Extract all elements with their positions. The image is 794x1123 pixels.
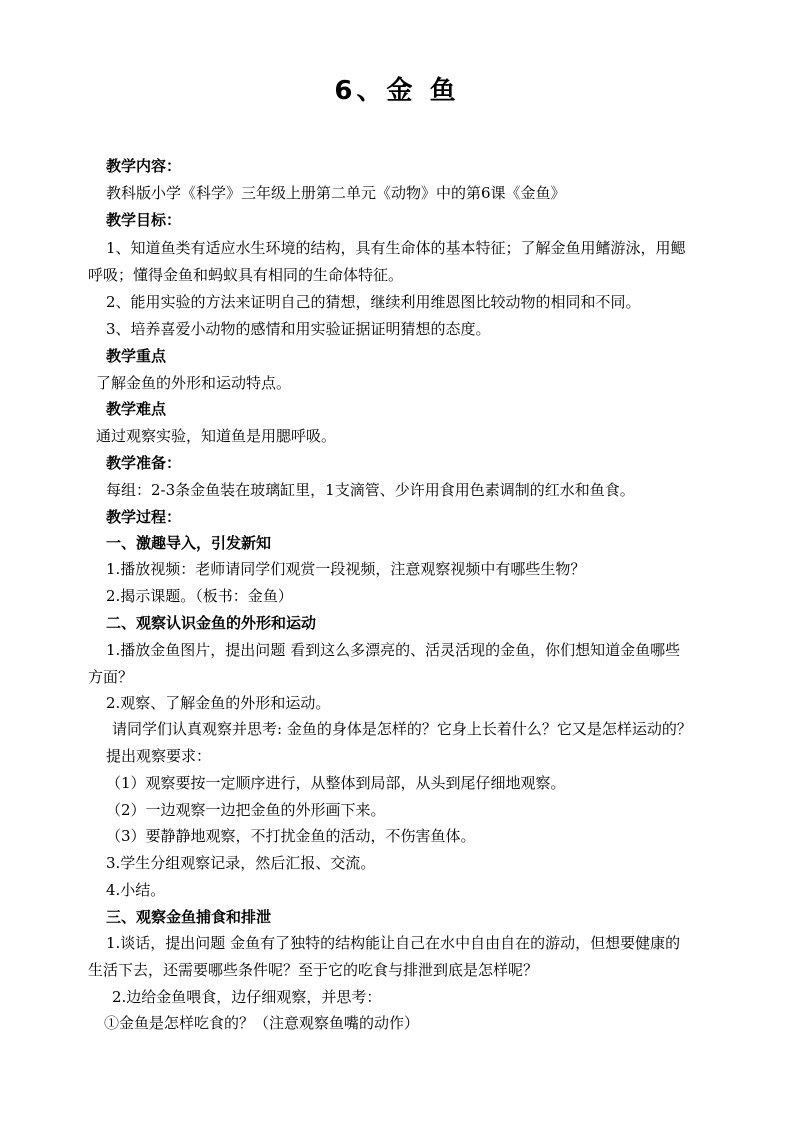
section-heading: 一、激趣导入，引发新知 <box>106 534 272 552</box>
paragraph-line: （1）观察要按一定顺序进行，从整体到局部，从头到尾仔细地观察。 <box>106 774 566 792</box>
section-heading: 教学过程： <box>106 508 182 526</box>
paragraph-line: 1.谈话，提出问题 金鱼有了独特的结构能让自己在水中自由自在的游动，但想要健康的 <box>106 934 681 952</box>
paragraph-line: 生活下去，还需要哪些条件呢？至于它的吃食与排泄到底是怎样呢？ <box>88 961 539 979</box>
paragraph-line: 1.播放金鱼图片，提出问题 看到这么多漂亮的、活灵活现的金鱼，你们想知道金鱼哪些 <box>106 641 681 659</box>
paragraph-line: 1、知道鱼类有适应水生环境的结构，具有生命体的基本特征；了解金鱼用鳍游泳，用鳃 <box>106 239 686 257</box>
paragraph-line: 4.小结。 <box>106 881 166 899</box>
paragraph-line: 呼吸；懂得金鱼和蚂蚁具有相同的生命体特征。 <box>88 266 404 284</box>
paragraph-line: 2、能用实验的方法来证明自己的猜想，继续利用维恩图比较动物的相同和不同。 <box>106 293 641 311</box>
paragraph-line: （3）要静静地观察，不打扰金鱼的活动，不伤害鱼体。 <box>106 827 476 845</box>
paragraph-line: 3、培养喜爱小动物的感情和用实验证据证明猜想的态度。 <box>106 320 491 338</box>
paragraph-line: 2.观察、了解金鱼的外形和运动。 <box>106 694 331 712</box>
paragraph-line: 了解金鱼的外形和运动特点。 <box>96 374 292 392</box>
paragraph-line: 2.边给金鱼喂食，边仔细观察，并思考： <box>112 988 382 1006</box>
paragraph-line: 通过观察实验，知道鱼是用腮呼吸。 <box>96 427 337 445</box>
section-heading: 教学重点 <box>106 347 167 365</box>
paragraph-line: （2）一边观察一边把金鱼的外形画下来。 <box>106 801 386 819</box>
section-heading: 教学内容： <box>106 157 182 175</box>
paragraph-line: 2.揭示课题。（板书：金鱼） <box>106 587 293 605</box>
section-heading: 教学准备： <box>106 454 182 472</box>
paragraph-line: 提出观察要求： <box>106 747 212 765</box>
paragraph-line: 教科版小学《科学》三年级上册第二单元《动物》中的第6课《金鱼》 <box>106 184 566 202</box>
paragraph-line: 3.学生分组观察记录，然后汇报、交流。 <box>106 854 376 872</box>
paragraph-line: ①金鱼是怎样吃食的？（注意观察鱼嘴的动作） <box>104 1014 420 1032</box>
section-heading: 教学目标： <box>106 211 182 229</box>
paragraph-line: 1.播放视频：老师请同学们观赏一段视频，注意观察视频中有哪些生物？ <box>106 560 586 578</box>
page-title: 6、金 鱼 <box>334 76 460 106</box>
paragraph-line: 方面？ <box>88 668 134 686</box>
paragraph-line: 每组：2-3条金鱼装在玻璃缸里，1支滴管、少许用食用色素调制的红水和鱼食。 <box>106 481 635 499</box>
section-heading: 二、观察认识金鱼的外形和运动 <box>106 614 317 632</box>
paragraph-line: 请同学们认真观察并思考: 金鱼的身体是怎样的？它身上长着什么？它又是怎样运动的？ <box>112 720 692 738</box>
section-heading: 三、观察金鱼捕食和排泄 <box>106 908 272 926</box>
section-heading: 教学难点 <box>106 400 167 418</box>
